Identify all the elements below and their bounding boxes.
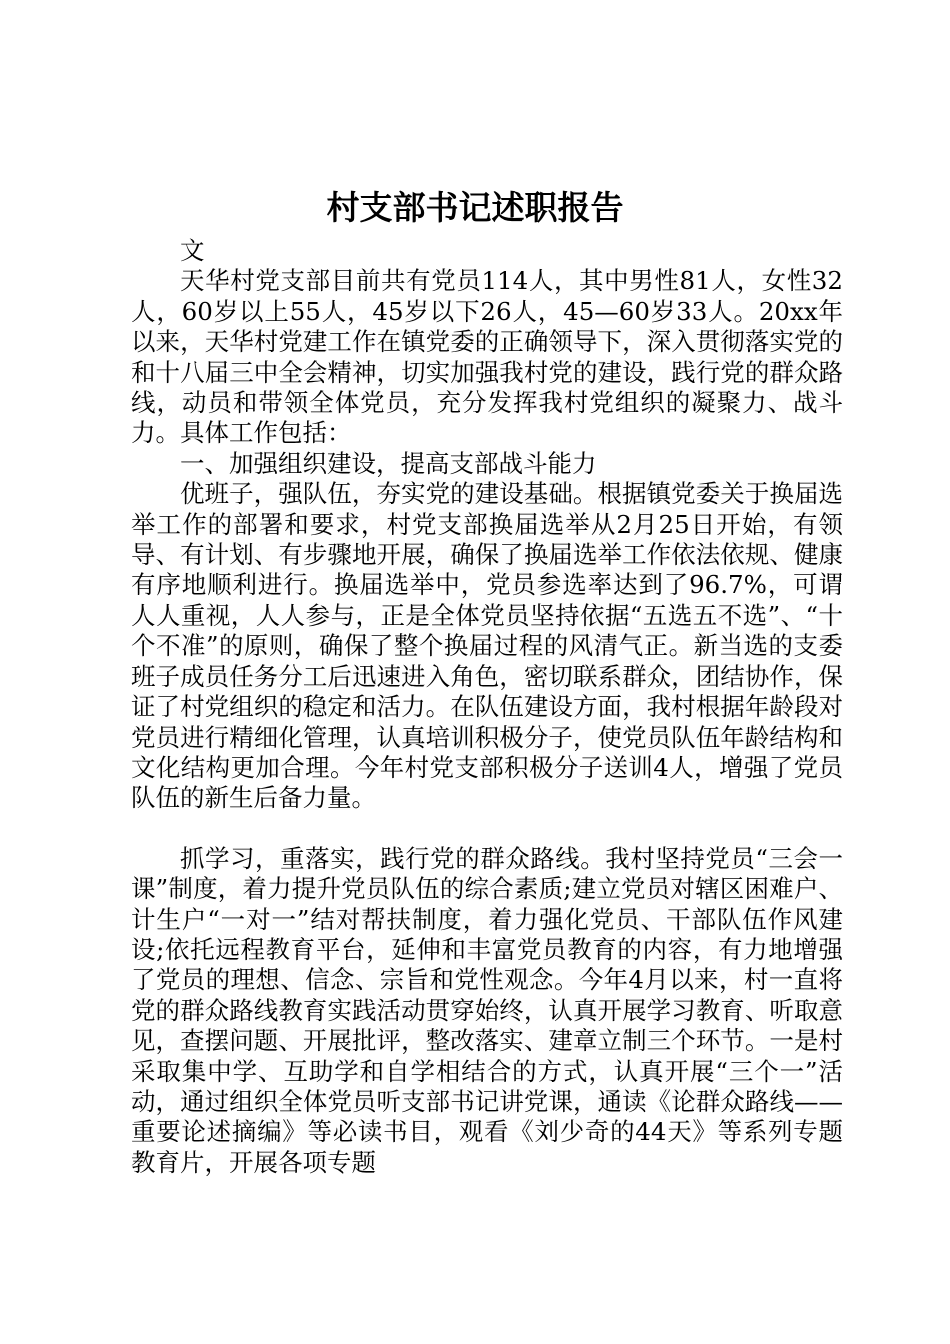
intro-paragraph: 天华村党支部目前共有党员114人，其中男性81人，女性32人，60岁以上55人，45岁以下26人，45—60岁33人。20xx年以来，天华村党建工作在镇党委的正确领导下，深入贯彻落实党的和十八届三中全会精神，切实加强我村党的建设，践行党的群众路线，动员和带领全体党员，充分发挥我村党组织的凝聚力、战斗力。具体工作包括： — [131, 266, 843, 448]
author-line: 文 — [180, 236, 205, 265]
body-paragraph: 优班子，强队伍，夯实党的建设基础。根据镇党委关于换届选举工作的部署和要求，村党支部换届选举从2月25日开始，有领导、有计划、有步骤地开展，确保了换届选举工作依法依规、健康有序地顺利进行。换届选举中，党员参选率达到了96.7%，可谓人人重视，人人参与，正是全体党员坚持依据“五选五不选”、“十个不准”的原则，确保了整个换届过程的风清气正。新当选的支委班子成员任务分工后迅速进入角色，密切联系群众，团结协作，保证了村党组织的稳定和活力。在队伍建设方面，我村根据年龄段对党员进行精细化管理，认真培训积极分子，使党员队伍年龄结构和文化结构更加合理。今年村党支部积极分子送训4人，增强了党员队伍的新生后备力量。 — [131, 479, 843, 813]
document-body — [131, 236, 843, 1178]
document-title: 村支部书记述职报告 — [326, 188, 624, 227]
section-heading: 一、加强组织建设，提高支部战斗能力 — [180, 448, 597, 478]
body-paragraph: 抓学习，重落实，践行党的群众路线。我村坚持党员“三会一课”制度，着力提升党员队伍的综合素质;建立党员对辖区困难户、计生户“一对一”结对帮扶制度，着力强化党员、干部队伍作风建设;依托远程教育平台，延伸和丰富党员教育的内容，有力地增强了党员的理想、信念、宗旨和党性观念。今年4月以来，村一直将党的群众路线教育实践活动贯穿始终，认真开展学习教育、听取意见，查摆问题、开展批评，整改落实、建章立制三个环节。一是村采取集中学、互助学和自学相结合的方式，认真开展“三个一”活动，通过组织全体党员听支部书记讲党课，通读《论群众路线——重要论述摘编》等必读书目，观看《刘少奇的44天》等系列专题教育片，开展各项专题 — [131, 843, 843, 1177]
